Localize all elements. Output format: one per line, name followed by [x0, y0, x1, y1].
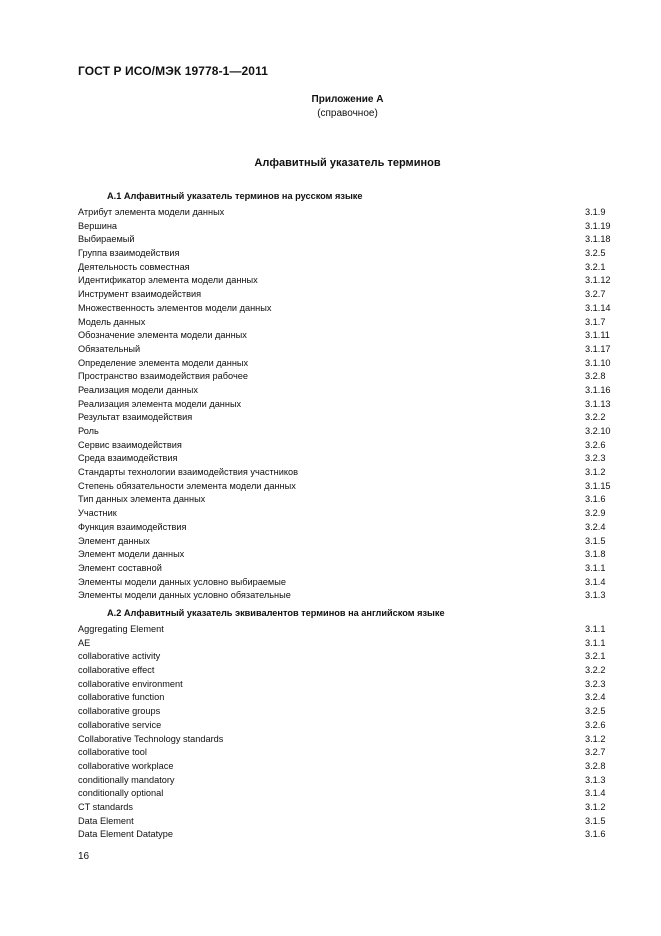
- index-reference: 3.2.7: [585, 289, 606, 300]
- index-entry: [78, 733, 613, 747]
- index-entry: [78, 774, 613, 788]
- index-term: Элемент составной: [78, 562, 162, 573]
- index-term: collaborative environment: [78, 678, 183, 689]
- index-term: Сервис взаимодействия: [78, 439, 182, 450]
- index-reference: 3.2.6: [585, 719, 606, 730]
- index-entry: [78, 233, 613, 247]
- index-term: collaborative activity: [78, 651, 161, 662]
- index-reference: 3.1.5: [585, 815, 606, 826]
- section-title-english: А.2 Алфавитный указатель эквивалентов терминов на английском языке: [107, 608, 445, 618]
- index-term: collaborative function: [78, 692, 165, 703]
- index-reference: 3.2.5: [585, 248, 606, 259]
- index-reference: 3.1.1: [585, 624, 606, 634]
- index-term: Элементы модели данных условно обязательные: [78, 590, 291, 601]
- index-entry: [78, 562, 613, 576]
- index-term: Роль: [78, 426, 99, 436]
- index-reference: 3.1.1: [585, 562, 606, 573]
- index-entry: [78, 705, 613, 719]
- index-term: collaborative workplace: [78, 760, 174, 771]
- index-reference: 3.2.8: [585, 371, 606, 382]
- index-entry: [78, 274, 613, 288]
- index-entry: [78, 411, 613, 425]
- index-entry: [78, 384, 613, 398]
- index-term: collaborative groups: [78, 706, 161, 717]
- index-reference: 3.1.1: [585, 637, 606, 648]
- index-reference: 3.2.10: [585, 426, 611, 436]
- index-reference: 3.2.5: [585, 706, 606, 717]
- index-entry: [78, 220, 613, 234]
- index-entry: [78, 261, 613, 275]
- index-entry: [78, 760, 613, 774]
- index-entry: [78, 678, 613, 692]
- index-term: Участник: [78, 508, 117, 519]
- index-entry: [78, 507, 613, 521]
- index-entry: [78, 801, 613, 815]
- index-reference: 3.2.2: [585, 665, 606, 676]
- index-entry: [78, 548, 613, 562]
- index-entry: [78, 493, 613, 507]
- index-term: Элемент данных: [78, 535, 150, 546]
- index-entry: [78, 316, 613, 330]
- page-number: 16: [78, 851, 90, 862]
- index-term: Выбираемый: [78, 234, 135, 245]
- index-entry: [78, 439, 613, 453]
- index-reference: 3.1.8: [585, 549, 606, 560]
- index-reference: 3.2.1: [585, 261, 606, 272]
- index-entry: [78, 206, 613, 220]
- index-reference: 3.1.10: [585, 357, 611, 368]
- index-term: Среда взаимодействия: [78, 453, 178, 464]
- index-reference: 3.1.17: [585, 343, 611, 354]
- index-entry: [78, 425, 613, 439]
- index-term: Деятельность совместная: [78, 261, 190, 272]
- index-reference: 3.2.2: [585, 412, 606, 423]
- index-reference: 3.2.8: [585, 760, 606, 771]
- index-entry: [78, 746, 613, 760]
- index-entry: [78, 815, 613, 829]
- index-entry: [78, 288, 613, 302]
- index-term: Результат взаимодействия: [78, 412, 193, 423]
- index-reference: 3.2.3: [585, 678, 606, 689]
- term-list-russian: [78, 206, 613, 603]
- index-entry: [78, 650, 613, 664]
- index-term: Обязательный: [78, 343, 141, 354]
- index-term: conditionally optional: [78, 788, 164, 799]
- section-title-russian: А.1 Алфавитный указатель терминов на русском языке: [107, 191, 363, 201]
- index-term: Data Element Datatype: [78, 829, 173, 840]
- index-entry: [78, 576, 613, 590]
- index-reference: 3.2.7: [585, 747, 606, 758]
- index-reference: 3.1.6: [585, 829, 606, 840]
- index-entry: [78, 664, 613, 678]
- index-entry: [78, 357, 613, 371]
- index-term: collaborative tool: [78, 747, 147, 758]
- index-reference: 3.1.14: [585, 302, 611, 313]
- index-entry: [78, 329, 613, 343]
- index-reference: 3.1.4: [585, 788, 606, 799]
- index-term: Вершина: [78, 220, 118, 231]
- index-entry: [78, 302, 613, 316]
- index-reference: 3.1.13: [585, 398, 611, 409]
- index-reference: 3.1.6: [585, 494, 606, 505]
- index-reference: 3.1.2: [585, 733, 606, 744]
- annex-type: (справочное): [317, 108, 378, 119]
- index-entry: [78, 623, 613, 637]
- index-title: Алфавитный указатель терминов: [254, 157, 441, 169]
- index-reference: 3.2.4: [585, 692, 606, 703]
- index-entry: [78, 828, 613, 842]
- index-entry: [78, 589, 613, 603]
- index-term: Функция взаимодействия: [78, 521, 187, 532]
- index-term: Группа взаимодействия: [78, 248, 180, 259]
- index-term: Идентификатор элемента модели данных: [78, 275, 258, 286]
- term-list-english: [78, 623, 613, 842]
- index-reference: 3.2.9: [585, 508, 606, 519]
- index-reference: 3.1.5: [585, 535, 606, 546]
- index-reference: 3.1.11: [585, 330, 610, 341]
- index-entry: [78, 691, 613, 705]
- index-reference: 3.1.7: [585, 316, 606, 327]
- index-term: Стандарты технологии взаимодействия участников: [78, 467, 299, 478]
- index-entry: [78, 466, 613, 480]
- index-reference: 3.1.16: [585, 384, 611, 395]
- index-term: Тип данных элемента данных: [78, 494, 206, 505]
- index-term: Aggregating Element: [78, 624, 164, 634]
- index-term: Инструмент взаимодействия: [78, 289, 202, 300]
- index-entry: [78, 370, 613, 384]
- index-term: Элементы модели данных условно выбираемые: [78, 576, 286, 587]
- index-entry: [78, 343, 613, 357]
- index-entry: [78, 787, 613, 801]
- index-term: Атрибут элемента модели данных: [78, 207, 225, 217]
- index-term: CT standards: [78, 801, 133, 812]
- index-reference: 3.1.12: [585, 275, 611, 286]
- index-reference: 3.1.3: [585, 590, 606, 601]
- index-reference: 3.2.1: [585, 651, 606, 662]
- index-term: collaborative effect: [78, 665, 155, 676]
- annex-title: Приложение А: [311, 94, 384, 105]
- index-entry: [78, 480, 613, 494]
- index-reference: 3.1.15: [585, 480, 611, 491]
- index-term: Пространство взаимодействия рабочее: [78, 371, 248, 382]
- index-term: Реализация элемента модели данных: [78, 398, 242, 409]
- index-reference: 3.2.3: [585, 453, 606, 464]
- index-term: Элемент модели данных: [78, 549, 185, 560]
- index-entry: [78, 719, 613, 733]
- index-entry: [78, 247, 613, 261]
- index-reference: 3.1.4: [585, 576, 606, 587]
- index-term: AE: [78, 637, 91, 648]
- index-reference: 3.1.2: [585, 467, 606, 478]
- index-entry: [78, 521, 613, 535]
- index-reference: 3.1.19: [585, 220, 611, 231]
- index-reference: 3.2.6: [585, 439, 606, 450]
- index-term: collaborative service: [78, 719, 162, 730]
- index-entry: [78, 398, 613, 412]
- index-term: Реализация модели данных: [78, 384, 198, 395]
- index-term: Определение элемента модели данных: [78, 357, 249, 368]
- index-reference: 3.1.9: [585, 207, 606, 217]
- index-term: Data Element: [78, 815, 134, 826]
- index-term: Множественность элементов модели данных: [78, 302, 272, 313]
- index-term: Collaborative Technology standards: [78, 733, 224, 744]
- index-entry: [78, 637, 613, 651]
- index-reference: 3.1.2: [585, 801, 606, 812]
- index-reference: 3.1.18: [585, 234, 611, 245]
- standard-designation: ГОСТ Р ИСО/МЭК 19778-1—2011: [78, 64, 268, 78]
- index-entry: [78, 452, 613, 466]
- index-term: conditionally mandatory: [78, 774, 175, 785]
- index-entry: [78, 535, 613, 549]
- index-term: Модель данных: [78, 316, 146, 327]
- index-reference: 3.2.4: [585, 521, 606, 532]
- index-term: Степень обязательности элемента модели данных: [78, 480, 296, 491]
- index-reference: 3.1.3: [585, 774, 606, 785]
- index-term: Обозначение элемента модели данных: [78, 330, 247, 341]
